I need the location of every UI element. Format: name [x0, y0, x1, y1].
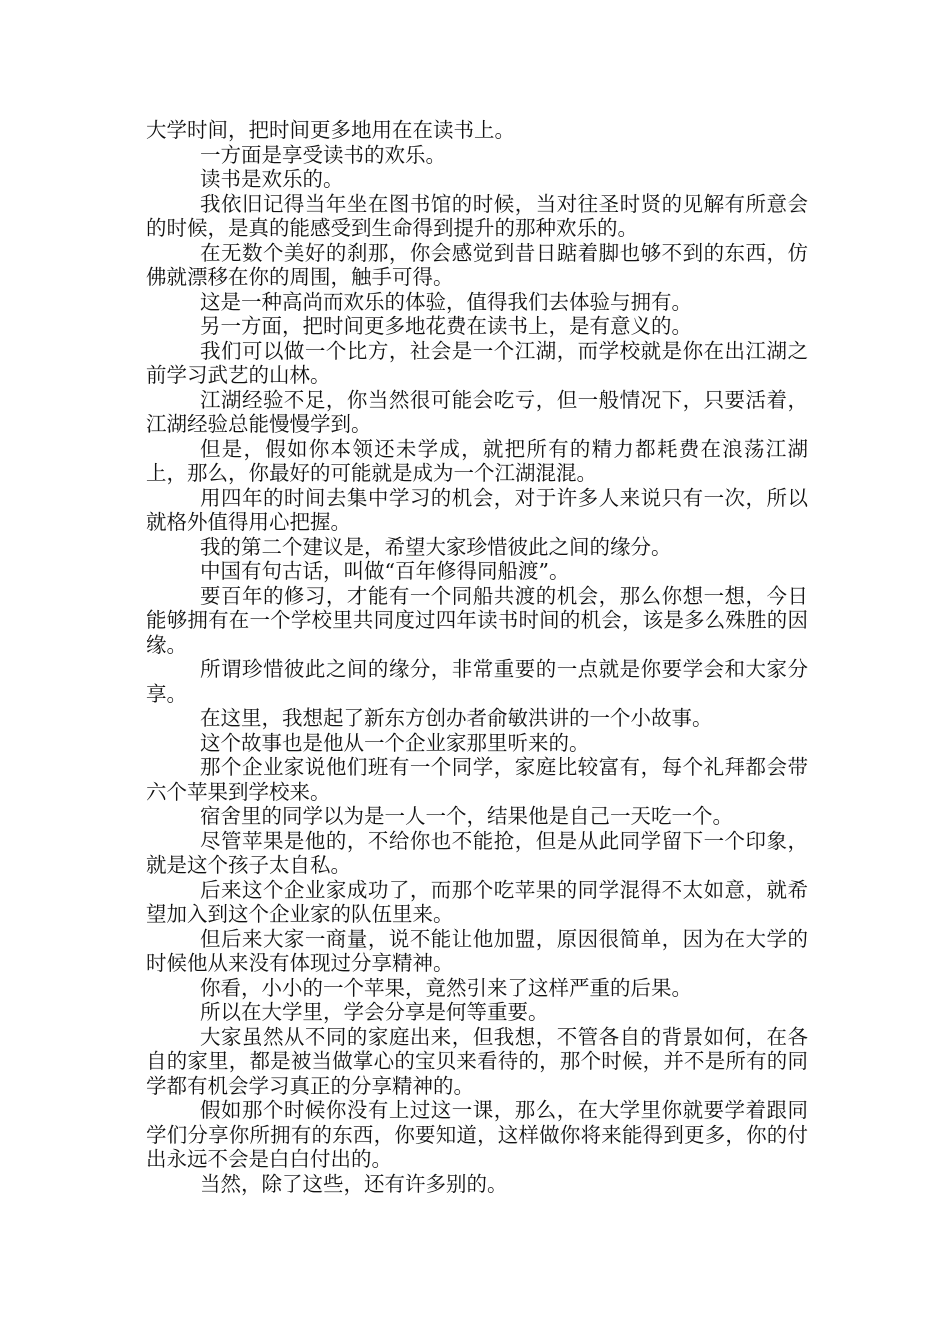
paragraph: 但后来大家一商量，说不能让他加盟，原因很简单，因为在大学的时候他从来没有体现过分享精神。 — [146, 926, 808, 975]
paragraph: 我依旧记得当年坐在图书馆的时候，当对往圣时贤的见解有所意会的时候，是真的能感受到生命得到提升的那种欢乐的。 — [146, 191, 808, 240]
paragraph: 在无数个美好的刹那，你会感觉到昔日踮着脚也够不到的东西，仿佛就漂移在你的周围，触手可得。 — [146, 240, 808, 289]
paragraph: 中国有句古话，叫做“百年修得同船渡”。 — [200, 559, 570, 583]
paragraph: 假如那个时候你没有上过这一课，那么，在大学里你就要学着跟同学们分享你所拥有的东西，你要知道，这样做你将来能得到更多，你的付出永远不会是白白付出的。 — [146, 1098, 808, 1171]
paragraph: 宿舍里的同学以为是一人一个，结果他是自己一天吃一个。 — [200, 804, 733, 828]
paragraph: 我们可以做一个比方，社会是一个江湖，而学校就是你在出江湖之前学习武艺的山林。 — [146, 338, 808, 387]
paragraph: 读书是欢乐的。 — [200, 167, 344, 191]
paragraph: 当然，除了这些，还有许多别的。 — [200, 1171, 508, 1196]
paragraph: 另一方面，把时间更多地花费在读书上，是有意义的。 — [200, 314, 692, 338]
paragraph: 那个企业家说他们班有一个同学，家庭比较富有，每个礼拜都会带六个苹果到学校来。 — [146, 755, 808, 804]
paragraph: 大家虽然从不同的家庭出来，但我想，不管各自的背景如何，在各自的家里，都是被当做掌心的宝贝来看待的，那个时候，并不是所有的同学都有机会学习真正的分享精神的。 — [146, 1024, 808, 1098]
document-page — [146, 118, 808, 1196]
paragraph: 但是，假如你本领还未学成，就把所有的精力都耗费在浪荡江湖上，那么，你最好的可能就是成为一个江湖混混。 — [146, 436, 808, 485]
paragraph: 大学时间，把时间更多地用在在读书上。 — [146, 118, 515, 142]
paragraph: 所谓珍惜彼此之间的缘分，非常重要的一点就是你要学会和大家分享。 — [146, 657, 808, 706]
paragraph: 尽管苹果是他的，不给你也不能抢，但是从此同学留下一个印象，就是这个孩子太自私。 — [146, 828, 808, 877]
paragraph: 要百年的修习，才能有一个同船共渡的机会，那么你想一想，今日能够拥有在一个学校里共同度过四年读书时间的机会，该是多么殊胜的因缘。 — [146, 583, 808, 657]
paragraph: 所以在大学里，学会分享是何等重要。 — [200, 1000, 549, 1024]
paragraph: 后来这个企业家成功了，而那个吃苹果的同学混得不太如意，就希望加入到这个企业家的队伍里来。 — [146, 877, 808, 926]
paragraph: 你看，小小的一个苹果，竟然引来了这样严重的后果。 — [200, 975, 692, 1000]
paragraph: 在这里，我想起了新东方创办者俞敏洪讲的一个小故事。 — [200, 706, 713, 730]
paragraph: 一方面是享受读书的欢乐。 — [200, 142, 446, 167]
paragraph: 我的第二个建议是，希望大家珍惜彼此之间的缘分。 — [200, 534, 672, 559]
paragraph: 这是一种高尚而欢乐的体验，值得我们去体验与拥有。 — [200, 289, 692, 314]
paragraph: 这个故事也是他从一个企业家那里听来的。 — [200, 730, 590, 755]
paragraph: 用四年的时间去集中学习的机会，对于许多人来说只有一次，所以就格外值得用心把握。 — [146, 485, 808, 534]
paragraph: 江湖经验不足，你当然很可能会吃亏，但一般情况下，只要活着，江湖经验总能慢慢学到。 — [146, 387, 808, 436]
